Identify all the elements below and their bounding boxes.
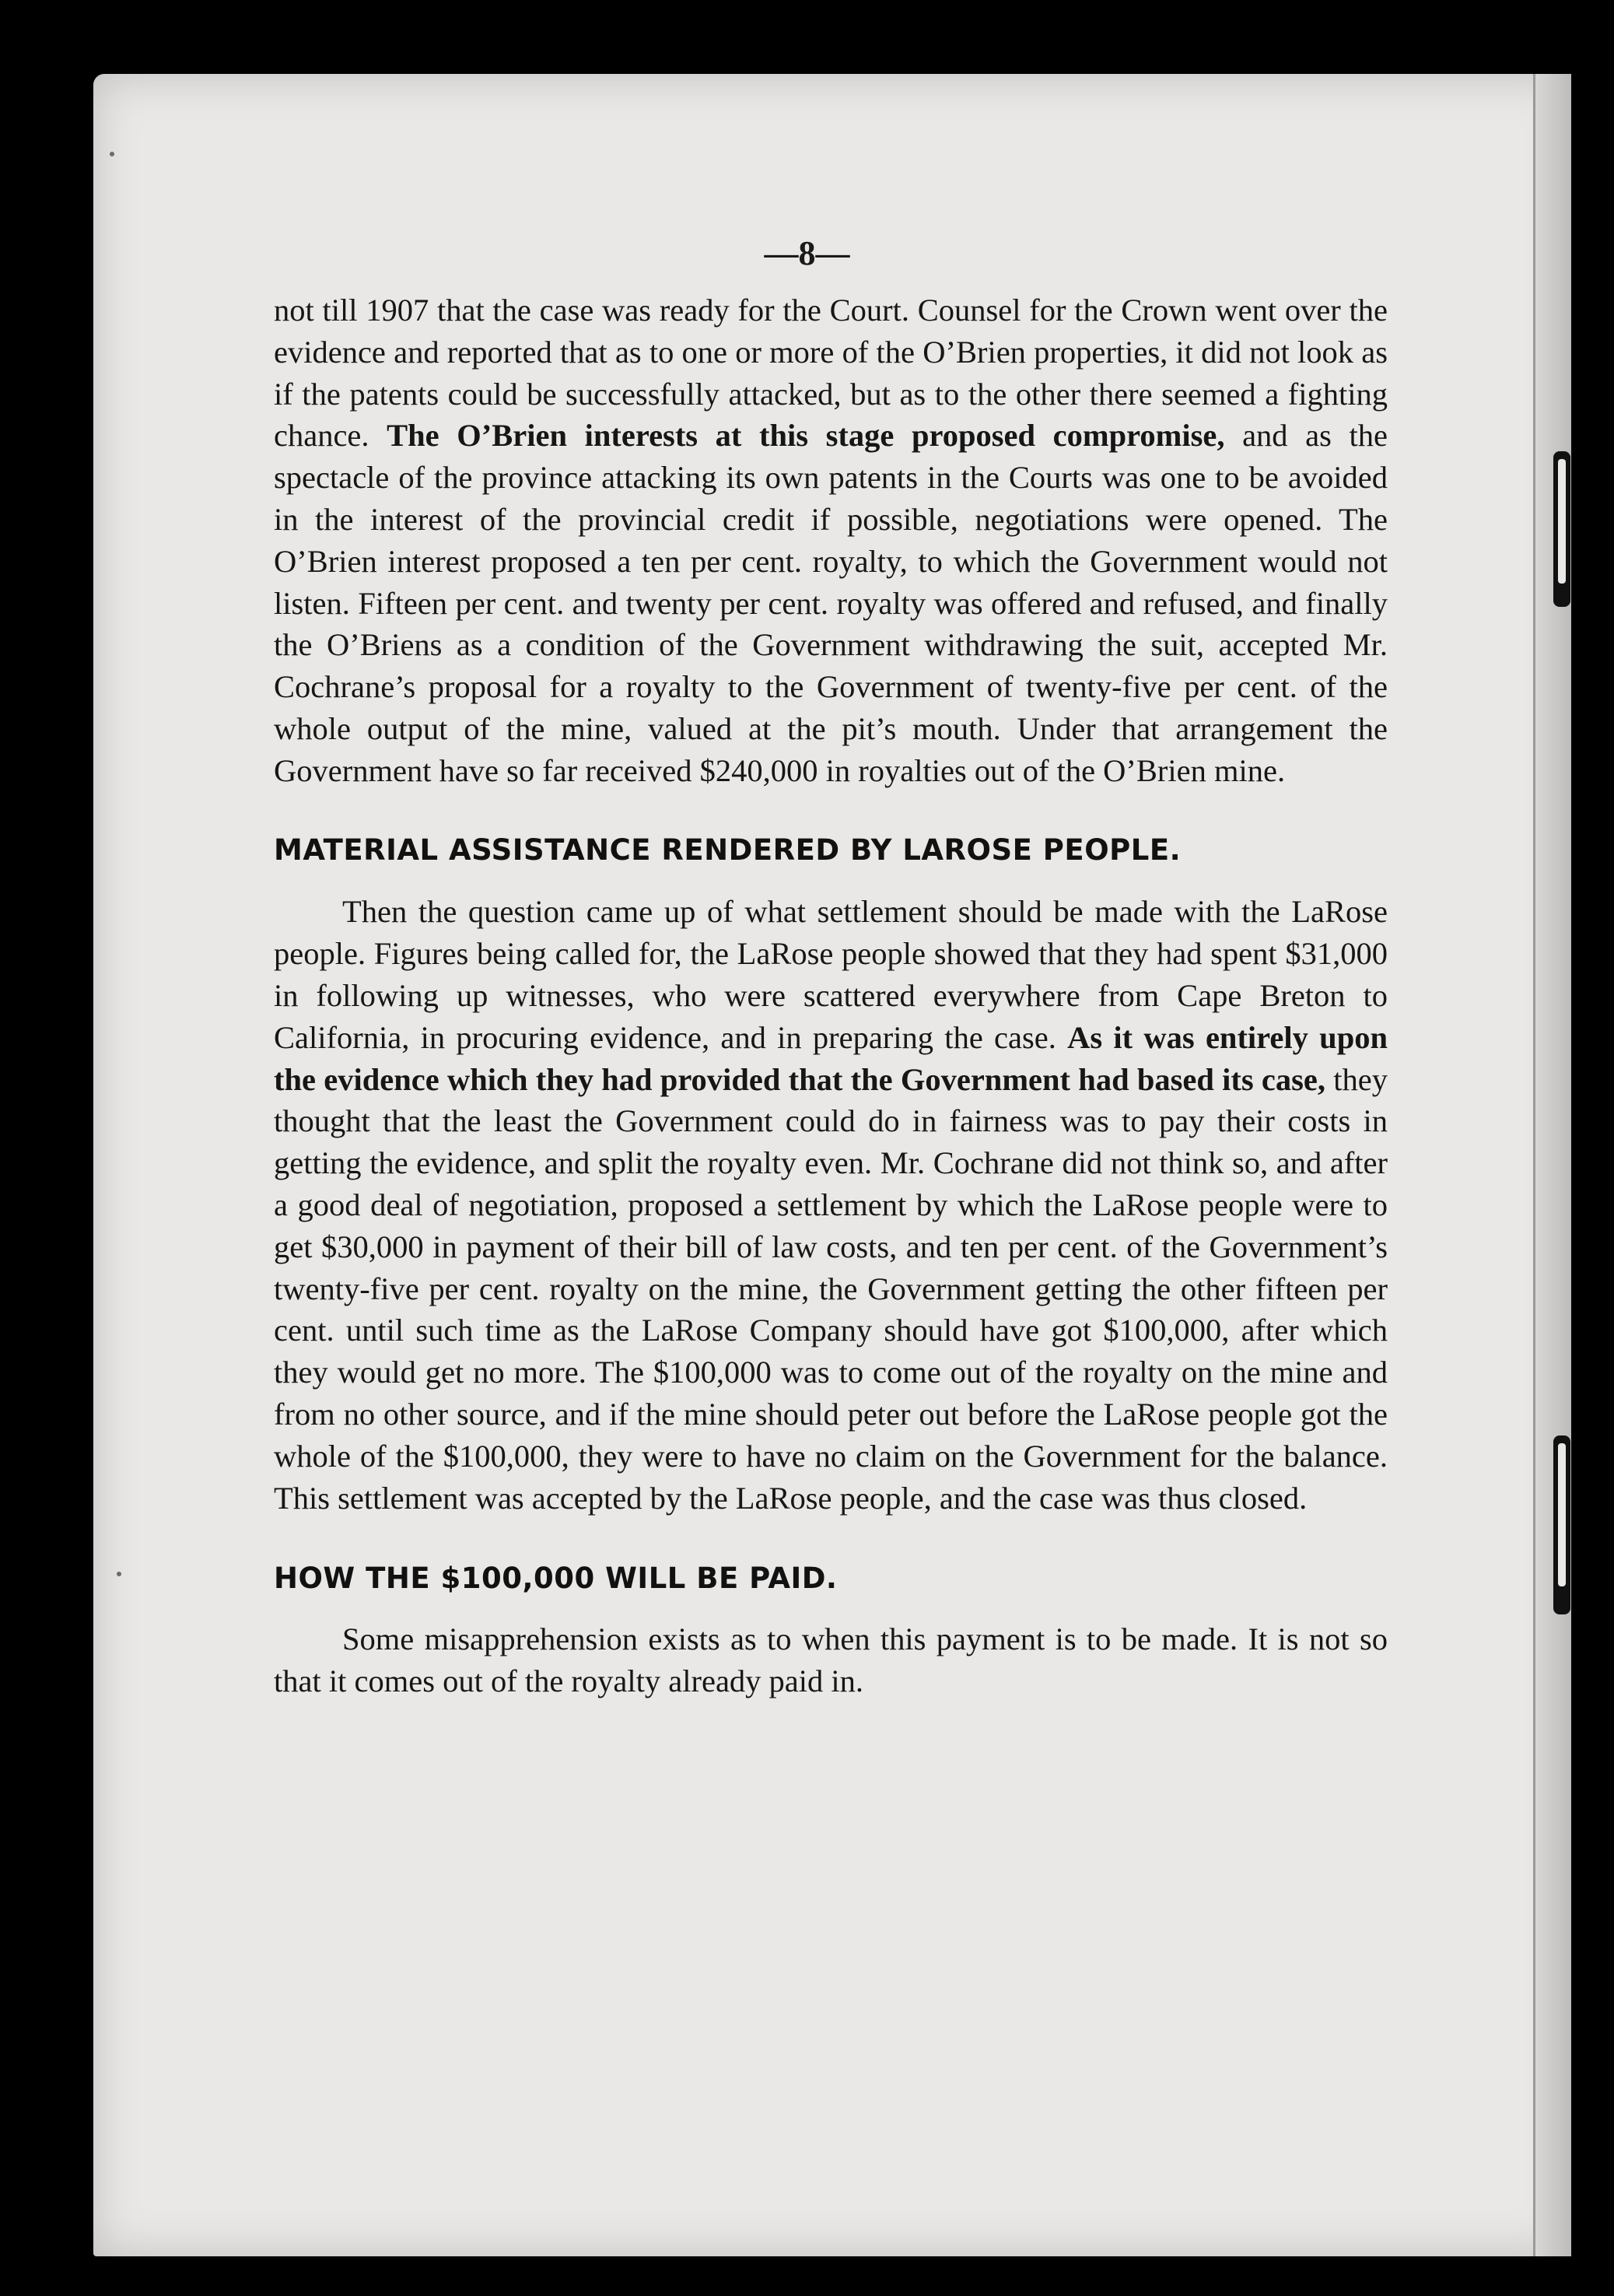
paragraph-2: [274, 891, 1388, 1519]
scan-speck: [110, 152, 114, 156]
scan-speck: [117, 1572, 121, 1576]
paragraph-1: [274, 289, 1388, 792]
section-heading-how-paid: HOW THE $100,000 WILL BE PAID.: [274, 1562, 838, 1596]
section-heading-material-assistance: MATERIAL ASSISTANCE RENDERED BY LAROSE PEOPLE.: [274, 833, 1182, 867]
paragraph-2-text-a: Then the question came up of what settlement should be made with the LaRose people. Figures being called for, the LaRose people showed that they had spent $31,000 in following up witnesses, who were scattered everywhere from Cape Breton to California, in procuring evidence, and in preparing the case.: [274, 894, 1388, 1055]
binding-clip-top: [1553, 451, 1570, 607]
paragraph-1-bold: The O’Brien interests at this stage proposed compromise,: [387, 418, 1225, 454]
page-edge: [1533, 74, 1571, 2256]
paragraph-1-text-b: and as the spectacle of the province attacking its own patents in the Courts was one to be avoided in the interest of the provincial credit if possible, negotiations were opened. The O’Brien interest proposed a ten per cent. royalty, to which the Government would not listen. Fifteen per cent. and twenty per cent. royalty was offered and refused, and finally the O’Briens as a condition of the Government withdrawing the suit, accepted Mr. Cochrane’s proposal for a royalty to the Government of twenty-five per cent. of the whole output of the mine, valued at the pit’s mouth. Under that arrangement the Government have so far received $240,000 in royalties out of the O’Brien mine.: [274, 418, 1388, 788]
paragraph-3: Some misapprehension exists as to when this payment is to be made. It is not so that it comes out of the royalty already paid in.: [274, 1621, 1388, 1698]
paragraph-2-text-b: they thought that the least the Government could do in fairness was to pay their costs in getting the evidence, and split the royalty even. Mr. Cochrane did not think so, and after a good deal of negotiation, proposed a settlement by which the LaRose people were to get $30,000 in payment of their bill of law costs, and ten per cent. of the Government’s twenty-five per cent. royalty on the mine, the Government getting the other fifteen per cent. until such time as the LaRose Company should have got $100,000, after which they would get no more. The $100,000 was to come out of the royalty on the mine and from no other source, and if the mine should peter out before the LaRose people got the whole of the $100,000, they were to have no claim on the Government for the balance. This settlement was accepted by the LaRose people, and the case was thus closed.: [274, 1061, 1388, 1516]
paragraph-2-bold: As it was entirely upon the evidence which they had provided that the Government had based its case,: [274, 1019, 1388, 1097]
page-number: —8—: [764, 234, 850, 272]
paragraph-1-text-a: not till 1907 that the case was ready for the Court. Counsel for the Crown went over the evidence and reported that as to one or more of the O’Brien properties, it did not look as if the patents could be successfully attacked, but as to the other there seemed a fighting chance.: [274, 293, 1388, 454]
binding-clip-bottom: [1553, 1435, 1570, 1614]
text-column: [274, 289, 1388, 1702]
